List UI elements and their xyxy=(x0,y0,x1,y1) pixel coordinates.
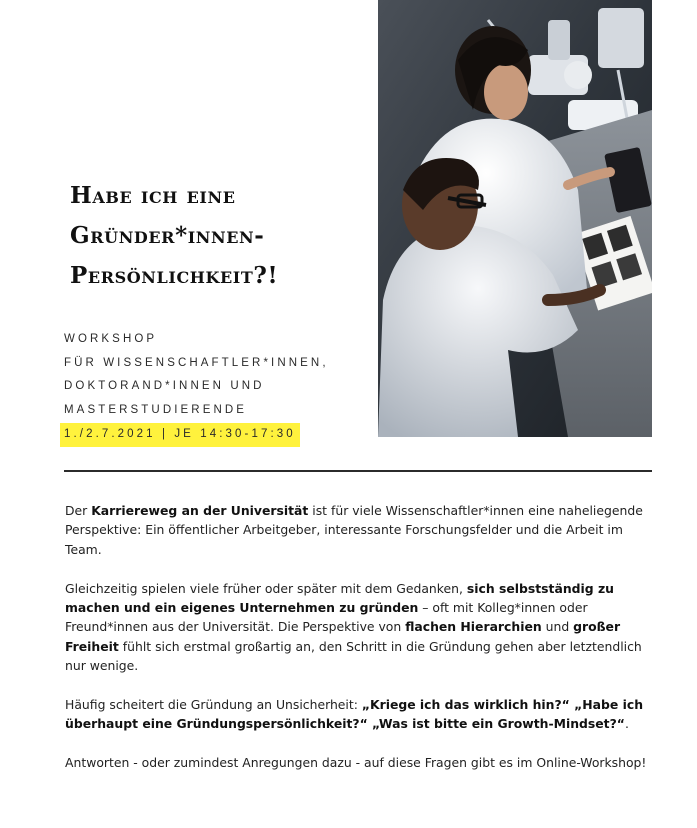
audience-line-2: DOKTORAND*INNEN UND xyxy=(64,380,265,392)
title-line-2: Gründer*innen- xyxy=(70,222,265,249)
text-run: Häufig scheitert die Gründung an Unsicherheit: xyxy=(65,697,362,713)
title-line-1: Habe ich eine xyxy=(70,182,236,209)
text-run: und xyxy=(541,619,574,635)
paragraph-3 xyxy=(65,695,650,734)
emphasis: flachen Hierarchien xyxy=(405,619,542,635)
emphasis: großer Freiheit xyxy=(65,619,621,654)
title-line-3: Persönlichkeit?! xyxy=(70,262,279,289)
text-run: Gleichzeitig spielen viele früher oder später mit dem Gedanken, xyxy=(65,580,467,596)
emphasis: sich selbstständig zu machen und ein eigenes Unternehmen zu gründen xyxy=(65,580,614,616)
body-text xyxy=(65,501,650,792)
lab-photo xyxy=(378,0,652,437)
event-type: WORKSHOP xyxy=(64,333,158,345)
paragraph-1 xyxy=(65,501,650,559)
audience-line-1: FÜR WISSENSCHAFTLER*INNEN, xyxy=(64,356,329,369)
text-run: Der xyxy=(65,503,92,518)
text-run: fühlt sich erstmal großartig an, den Schritt in die Gründung gehen aber letztendlich nur wenige. xyxy=(65,638,642,674)
page-title xyxy=(70,176,370,296)
text-run: – oft mit Kolleg*innen oder Freund*innen aus der Universität. Die Perspektive von xyxy=(65,600,588,635)
paragraph-4: Antworten - oder zumindest Anregungen dazu - auf diese Fragen gibt es im Online-Workshop! xyxy=(65,755,647,771)
paragraph-2 xyxy=(65,579,650,676)
event-info xyxy=(64,328,374,447)
emphasis: Karriereweg an der Universität xyxy=(91,503,309,518)
audience-line-3: MASTERSTUDIERENDE xyxy=(64,403,248,416)
emphasis: „Kriege ich das wirklich hin?“ „Habe ich überhaupt eine Gründungspersönlichkeit?“ „Was ist bitte ein Growth-Mindset?“ xyxy=(65,697,644,732)
text-run: . xyxy=(624,716,629,732)
section-divider xyxy=(64,470,652,472)
event-date-highlight: 1./2.7.2021 | JE 14:30-17:30 xyxy=(60,423,300,447)
text-run: ist für viele Wissenschaftler*innen eine naheliegende Perspektive: Ein öffentlicher Arbeitgeber, interessante Forschungsfelder und die Arbeit im Team. xyxy=(65,503,643,557)
